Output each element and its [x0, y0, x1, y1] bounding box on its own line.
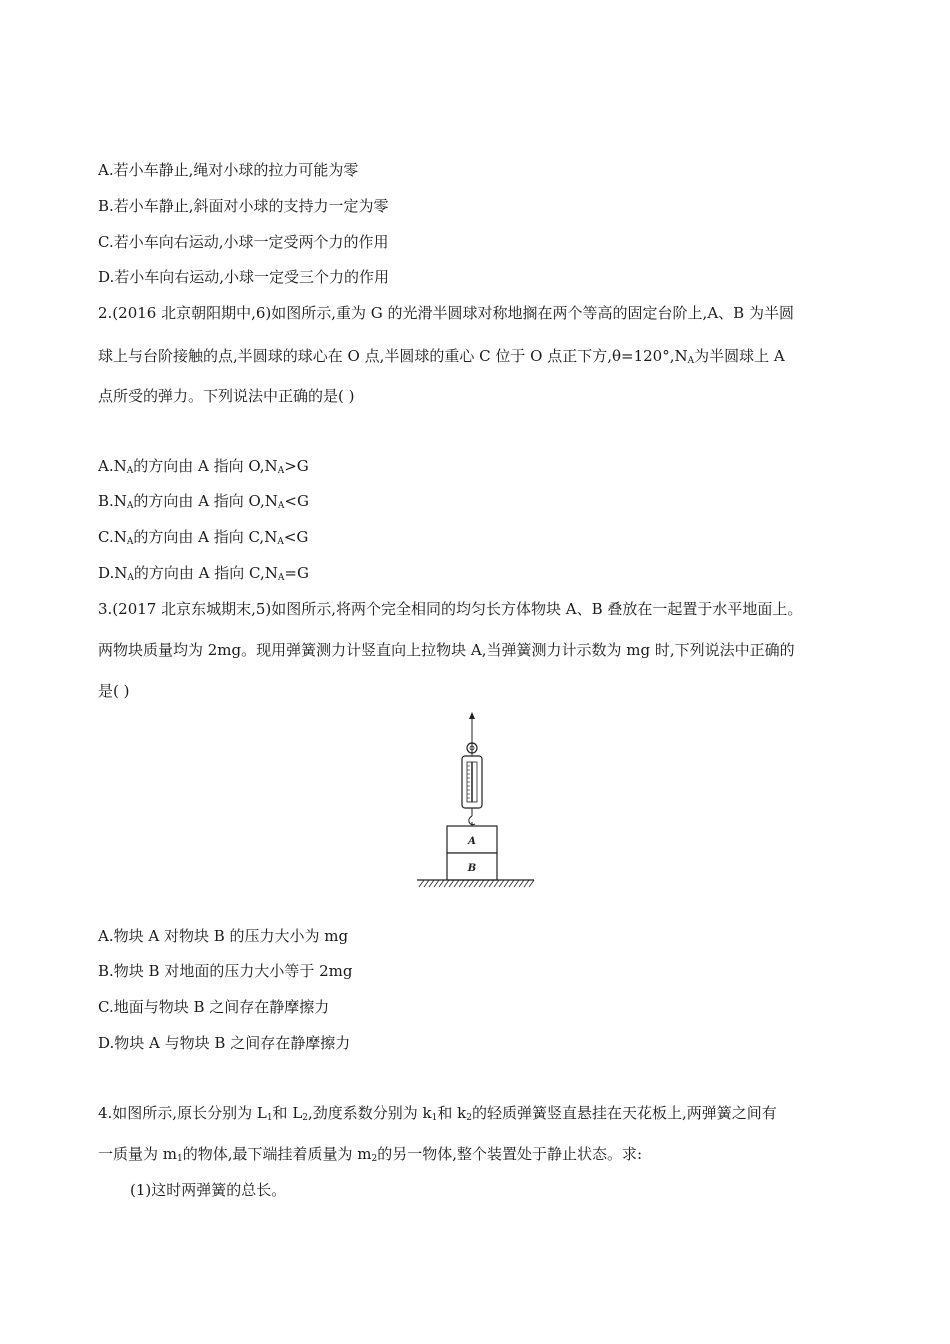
ground-hatch: [419, 880, 534, 887]
q4-sub-question-1: (1)这时两弹簧的总长。: [130, 1181, 287, 1199]
q3-stem-line1: 3.(2017 北京东城期末,5)如图所示,将两个完全相同的均匀长方体物块 A、B 叠放在一起置于水平地面上。: [98, 600, 803, 618]
q3-option-b: B.物块 B 对地面的压力大小等于 2mg: [98, 962, 353, 980]
arrow-head-icon: [469, 712, 475, 719]
q3-option-d: D.物块 A 与物块 B 之间存在静摩擦力: [98, 1034, 351, 1052]
q1-option-a: A.若小车静止,绳对小球的拉力可能为零: [98, 161, 359, 179]
q3-stem-line3: 是( ): [98, 682, 130, 700]
q2-stem-line2: 球上与台阶接触的点,半圆球的球心在 O 点,半圆球的重心 C 位于 O 点正下方$,\theta=120^\circ,N_A$为半圆球上 A: [98, 347, 785, 366]
block-b-label: B: [467, 863, 477, 874]
q4-stem-line1: 4.如图所示,原长分别为 $L_1$和 $L_2$,劲度系数分别为 $k_1$和 $k_2$的轻质弹簧竖直悬挂在天花板上,两弹簧之间有: [98, 1104, 777, 1123]
q2-option-c: $C.N_A$的方向由 A 指向 $C,N_A<G$: [98, 528, 309, 547]
q2-option-b: $B.N_A$的方向由 A 指向 $O,N_A<G$: [98, 492, 309, 511]
q4-stem-line2: 一质量为 $m_1$的物体,最下端挂着质量为 $m_2$的另一物体,整个装置处于静止状态。求:: [98, 1145, 643, 1164]
spring-scale-blocks-figure: [410, 712, 540, 892]
q2-stem-line1: 2.(2016 北京朝阳期中,6)如图所示,重为 G 的光滑半圆球对称地搁在两个等高的固定台阶上,A、B 为半圆: [98, 304, 794, 322]
q3-stem-line2: 两物块质量均为 2mg。现用弹簧测力计竖直向上拉物块 A,当弹簧测力计示数为 mg 时,下列说法中正确的: [98, 641, 795, 659]
q2-option-a: $A.N_A$的方向由 A 指向 $O,N_A>G$: [98, 457, 309, 476]
q3-option-c: C.地面与物块 B 之间存在静摩擦力: [98, 998, 330, 1016]
q1-option-b: B.若小车静止,斜面对小球的支持力一定为零: [98, 197, 389, 215]
block-a-label: A: [468, 836, 476, 847]
q3-option-a: A.物块 A 对物块 B 的压力大小为 mg: [98, 927, 349, 945]
q1-option-d: D.若小车向右运动,小球一定受三个力的作用: [98, 268, 390, 286]
q2-option-d: $D.N_A$的方向由 A 指向 $C,N_A=G$: [98, 564, 309, 583]
q1-option-c: C.若小车向右运动,小球一定受两个力的作用: [98, 233, 389, 251]
q2-stem-line3: 点所受的弹力。下列说法中正确的是( ): [98, 387, 355, 405]
